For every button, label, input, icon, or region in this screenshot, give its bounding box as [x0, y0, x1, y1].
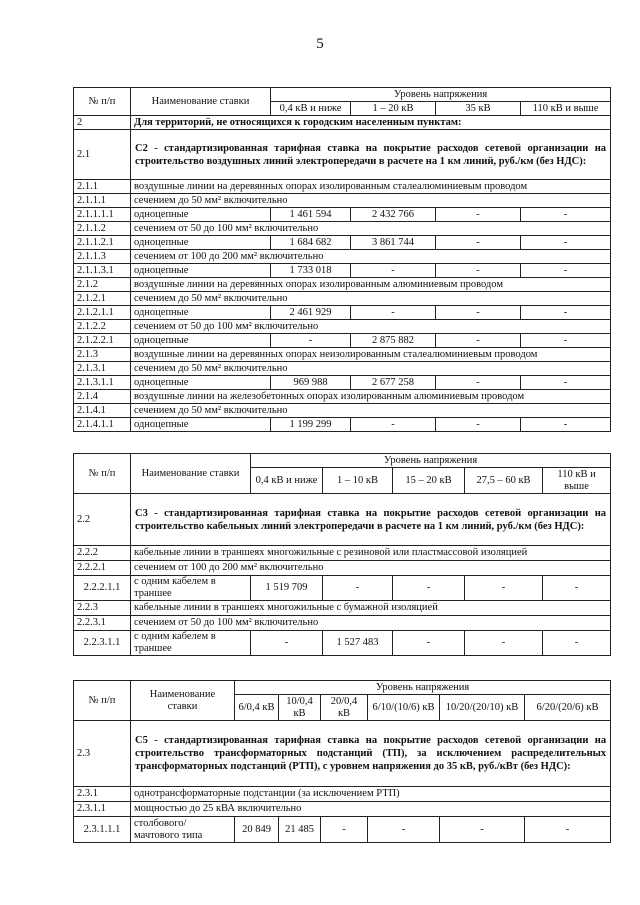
- row-num: 2.1.4.1.1: [74, 418, 131, 432]
- rate-value: -: [321, 817, 368, 843]
- rate-value: 21 485: [279, 817, 321, 843]
- rate-value: 20 849: [235, 817, 279, 843]
- voltage-header: Уровень напряжения: [251, 454, 611, 468]
- voltage-col-header: 10/0,4 кВ: [279, 695, 321, 721]
- rate-value: 1 199 299: [271, 418, 351, 432]
- row-text: воздушные линии на деревянных опорах неизолированным сталеалюминиевым проводом: [131, 348, 611, 362]
- row-text: столбового/ мачтового типа: [131, 817, 235, 843]
- row-text: одноцепные: [131, 334, 271, 348]
- voltage-col-header: 110 кВ и выше: [543, 468, 611, 494]
- rate-value: -: [465, 631, 543, 656]
- rate-value: -: [351, 418, 436, 432]
- row-text: сечением от 50 до 100 мм² включительно: [131, 320, 611, 334]
- row-text: кабельные линии в траншеях многожильные с бумажной изоляцией: [131, 601, 611, 616]
- row-num: 2.1.4.1: [74, 404, 131, 418]
- rate-value: -: [436, 306, 521, 320]
- row-text: с одним кабелем в траншее: [131, 576, 251, 601]
- table-row: [74, 208, 611, 222]
- voltage-col-header: 1 – 10 кВ: [323, 468, 393, 494]
- table-row: [74, 601, 611, 616]
- row-num: 2.1.2.2.1: [74, 334, 131, 348]
- row-text: кабельные линии в траншеях многожильные с резиновой или пластмассовой изоляцией: [131, 546, 611, 561]
- rate-value: -: [436, 236, 521, 250]
- table-row: [74, 376, 611, 390]
- row-text: воздушные линии на железобетонных опорах изолированным алюминиевым проводом: [131, 390, 611, 404]
- table-row: [74, 278, 611, 292]
- col-header-name: Наименование ставки: [131, 454, 251, 494]
- rate-value: -: [351, 264, 436, 278]
- row-text: одноцепные: [131, 306, 271, 320]
- row-text: с одним кабелем в траншее: [131, 631, 251, 656]
- table-row: [74, 817, 611, 843]
- table-row: [74, 561, 611, 576]
- voltage-col-header: 6/20/(20/6) кВ: [525, 695, 611, 721]
- rate-value: 3 861 744: [351, 236, 436, 250]
- voltage-col-header: 35 кВ: [436, 102, 521, 116]
- table-row: [74, 390, 611, 404]
- row-num: 2.2.2.1: [74, 561, 131, 576]
- page-number: 5: [316, 36, 324, 52]
- rate-value: -: [436, 418, 521, 432]
- row-text: сечением от 100 до 200 мм² включительно: [131, 250, 611, 264]
- rate-title: С5 - стандартизированная тарифная ставка на покрытие расходов сетевой организации на строительство трансформаторных подстанций (ТП), за исключением распределительных трансформаторных подстанций (РТП), с уровнем напряжения до 35 кВ, руб./кВт (без НДС):: [131, 721, 611, 787]
- row-text: одноцепные: [131, 418, 271, 432]
- rate-value: 1 684 682: [271, 236, 351, 250]
- voltage-header: Уровень напряжения: [271, 88, 611, 102]
- rate-num: 2.3: [74, 721, 131, 787]
- row-num: 2.2.3.1.1: [74, 631, 131, 656]
- row-text: воздушные линии на деревянных опорах изолированным сталеалюминиевым проводом: [131, 180, 611, 194]
- row-text: сечением до 50 мм² включительно: [131, 292, 611, 306]
- table-row: [74, 802, 611, 817]
- row-num: 2.1.1: [74, 180, 131, 194]
- table-row: [74, 616, 611, 631]
- voltage-col-header: 15 – 20 кВ: [393, 468, 465, 494]
- rate-num: 2.2: [74, 494, 131, 546]
- voltage-col-header: 0,4 кВ и ниже: [271, 102, 351, 116]
- col-header-num: № п/п: [74, 681, 131, 721]
- row-num: 2.2.2.1.1: [74, 576, 131, 601]
- row-num: 2.2.3: [74, 601, 131, 616]
- rate-title: С2 - стандартизированная тарифная ставка на покрытие расходов сетевой организации на строительство воздушных линий электропередачи в расчете на 1 км линий, руб./км (без НДС):: [131, 130, 611, 180]
- rate-num: 2.1: [74, 130, 131, 180]
- rate-value: -: [521, 418, 611, 432]
- rate-value: -: [436, 264, 521, 278]
- table-row: [74, 404, 611, 418]
- row-num: 2.2.2: [74, 546, 131, 561]
- row-num: 2.2.3.1: [74, 616, 131, 631]
- table-row: [74, 264, 611, 278]
- row-num: 2.1.1.2: [74, 222, 131, 236]
- row-num: 2.1.2.1: [74, 292, 131, 306]
- table-row: [74, 546, 611, 561]
- rate-value: 2 432 766: [351, 208, 436, 222]
- row-num: 2.1.4: [74, 390, 131, 404]
- table-row: [74, 362, 611, 376]
- rate-value: 1 519 709: [251, 576, 323, 601]
- voltage-col-header: 20/0,4 кВ: [321, 695, 368, 721]
- row-text: однотрансформаторные подстанции (за исключением РТП): [131, 787, 611, 802]
- table-row: [74, 631, 611, 656]
- row-num: 2.1.3.1: [74, 362, 131, 376]
- row-text: мощностью до 25 кВА включительно: [131, 802, 611, 817]
- row-num: 2.1.1.1.1: [74, 208, 131, 222]
- table-row: [74, 250, 611, 264]
- row-num: 2.1.1.3.1: [74, 264, 131, 278]
- voltage-col-header: 110 кВ и выше: [521, 102, 611, 116]
- row-num: 2.1.1.1: [74, 194, 131, 208]
- table-row: [74, 180, 611, 194]
- rate-value: 1 733 018: [271, 264, 351, 278]
- row-text: одноцепные: [131, 264, 271, 278]
- rate-value: -: [393, 631, 465, 656]
- voltage-col-header: 27,5 – 60 кВ: [465, 468, 543, 494]
- table-row: [74, 787, 611, 802]
- rate-title: С3 - стандартизированная тарифная ставка на покрытие расходов сетевой организации на строительство кабельных линий электропередачи в расчете на 1 км линий, руб./км (без НДС):: [131, 494, 611, 546]
- row-text: воздушные линии на деревянных опорах изолированным алюминиевым проводом: [131, 278, 611, 292]
- row-text: сечением до 50 мм² включительно: [131, 362, 611, 376]
- table-row: [74, 194, 611, 208]
- row-num: 2.3.1.1.1: [74, 817, 131, 843]
- table-overhead-lines: [73, 87, 611, 432]
- rate-value: -: [271, 334, 351, 348]
- rate-value: -: [436, 376, 521, 390]
- rate-value: -: [543, 576, 611, 601]
- table-row: [74, 222, 611, 236]
- rate-value: -: [521, 334, 611, 348]
- rate-value: -: [521, 208, 611, 222]
- table-row: [74, 236, 611, 250]
- voltage-header: Уровень напряжения: [235, 681, 611, 695]
- rate-value: -: [393, 576, 465, 601]
- row-num: 2.1.3.1.1: [74, 376, 131, 390]
- table-row: [74, 334, 611, 348]
- voltage-col-header: 1 – 20 кВ: [351, 102, 436, 116]
- voltage-col-header: 6/10/(10/6) кВ: [368, 695, 440, 721]
- row-text: одноцепные: [131, 236, 271, 250]
- rate-value: -: [521, 376, 611, 390]
- row-num: 2.1.1.3: [74, 250, 131, 264]
- table-cable-lines: [73, 453, 611, 656]
- rate-value: -: [521, 264, 611, 278]
- voltage-col-header: 6/0,4 кВ: [235, 695, 279, 721]
- row-num: 2.1.3: [74, 348, 131, 362]
- table-transformer-substations: [73, 680, 611, 843]
- rate-value: -: [465, 576, 543, 601]
- rate-value: -: [251, 631, 323, 656]
- section-title: Для территорий, не относящихся к городским населенным пунктам:: [131, 116, 611, 130]
- rate-value: 1 527 483: [323, 631, 393, 656]
- rate-value: 2 461 929: [271, 306, 351, 320]
- rate-value: -: [440, 817, 525, 843]
- rate-value: -: [521, 236, 611, 250]
- row-num: 2.1.2.2: [74, 320, 131, 334]
- section-num: 2: [74, 116, 131, 130]
- rate-value: 2 875 882: [351, 334, 436, 348]
- row-num: 2.1.2.1.1: [74, 306, 131, 320]
- col-header-name: Наименование ставки: [131, 88, 271, 116]
- col-header-num: № п/п: [74, 88, 131, 116]
- row-text: одноцепные: [131, 376, 271, 390]
- row-text: сечением до 50 мм² включительно: [131, 194, 611, 208]
- col-header-num: № п/п: [74, 454, 131, 494]
- voltage-col-header: 0,4 кВ и ниже: [251, 468, 323, 494]
- row-num: 2.3.1.1: [74, 802, 131, 817]
- row-text: сечением от 100 до 200 мм² включительно: [131, 561, 611, 576]
- col-header-name: Наименование ставки: [131, 681, 235, 721]
- row-text: сечением от 50 до 100 мм² включительно: [131, 616, 611, 631]
- rate-value: -: [436, 208, 521, 222]
- table-row: [74, 292, 611, 306]
- rate-value: -: [521, 306, 611, 320]
- table-row: [74, 320, 611, 334]
- table-row: [74, 418, 611, 432]
- row-text: сечением до 50 мм² включительно: [131, 404, 611, 418]
- table-row: [74, 306, 611, 320]
- row-num: 2.1.1.2.1: [74, 236, 131, 250]
- rate-value: 969 988: [271, 376, 351, 390]
- rate-value: 2 677 258: [351, 376, 436, 390]
- row-num: 2.3.1: [74, 787, 131, 802]
- row-text: одноцепные: [131, 208, 271, 222]
- table-row: [74, 576, 611, 601]
- rate-value: -: [323, 576, 393, 601]
- row-num: 2.1.2: [74, 278, 131, 292]
- voltage-col-header: 10/20/(20/10) кВ: [440, 695, 525, 721]
- rate-value: -: [525, 817, 611, 843]
- rate-value: -: [436, 334, 521, 348]
- row-text: сечением от 50 до 100 мм² включительно: [131, 222, 611, 236]
- table-row: [74, 348, 611, 362]
- rate-value: 1 461 594: [271, 208, 351, 222]
- rate-value: -: [543, 631, 611, 656]
- rate-value: -: [351, 306, 436, 320]
- rate-value: -: [368, 817, 440, 843]
